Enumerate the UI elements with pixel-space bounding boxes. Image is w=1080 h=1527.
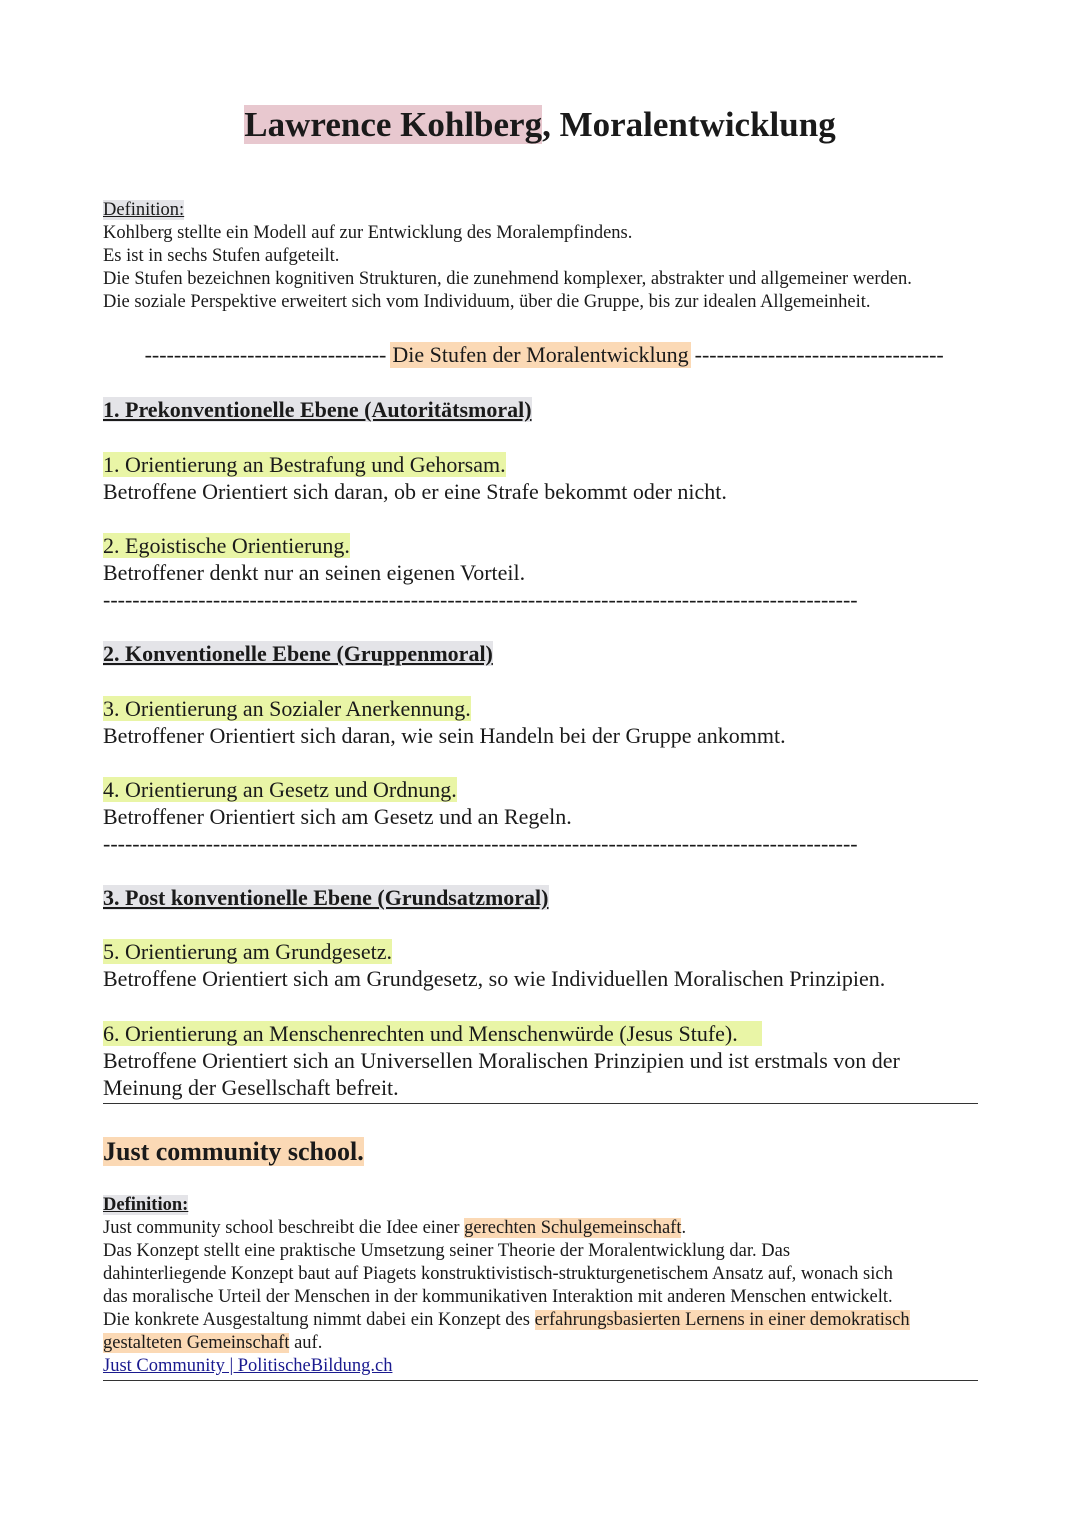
definition-line: Es ist in sechs Stufen aufgeteilt. (103, 246, 340, 266)
jcs-line: gestalteten Gemeinschaft auf. (103, 1333, 323, 1353)
stage-text: Betroffene Orientiert sich am Grundgesetz, so wie Individuellen Moralischen Prinzipien. (103, 966, 886, 991)
section-divider: ------------------------------------------------------------------------------------------------------- (103, 831, 858, 856)
stage-text: Betroffene Orientiert sich daran, ob er eine Strafe bekommt oder nicht. (103, 479, 727, 504)
jcs-definition (103, 1194, 978, 1378)
definition-line: Kohlberg stellte ein Modell auf zur Entwicklung des Moralempfindens. (103, 223, 633, 243)
divider-dashes-right: ---------------------------------- (694, 342, 944, 367)
level-heading: 2. Konventionelle Ebene (Gruppenmoral) (103, 641, 493, 666)
stage-title: 2. Egoistische Orientierung. (103, 533, 350, 558)
definition-line: Die soziale Perspektive erweitert sich vom Individuum, über die Gruppe, bis zur idealen Allgemeinheit. (103, 292, 871, 312)
horizontal-rule (103, 1380, 978, 1381)
stage-text: Meinung der Gesellschaft befreit. (103, 1075, 399, 1100)
divider-dashes-left: --------------------------------- (144, 342, 387, 367)
stage-text: Betroffener denkt nur an seinen eigenen Vorteil. (103, 560, 526, 585)
jcs-line: Die konkrete Ausgestaltung nimmt dabei ein Konzept des erfahrungsbasierten Lernens in einer demokratisch (103, 1310, 910, 1330)
stage-title: 4. Orientierung an Gesetz und Ordnung. (103, 777, 457, 802)
jcs-line: Das Konzept stellt eine praktische Umsetzung seiner Theorie der Moralentwicklung dar. Das (103, 1241, 791, 1261)
page-title (0, 100, 1080, 150)
stage-item (103, 451, 978, 505)
stage-text: Betroffener Orientiert sich am Gesetz und an Regeln. (103, 804, 572, 829)
stage-title: 5. Orientierung am Grundgesetz. (103, 939, 392, 964)
jcs-line: das moralische Urteil der Menschen in der kommunikativen Interaktion mit anderen Menschen entwickelt. (103, 1287, 893, 1307)
title-name: Lawrence Kohlberg (244, 105, 543, 144)
jcs-definition-label: Definition: (103, 1195, 189, 1215)
stage-item (103, 938, 978, 992)
jcs-heading: Just community school. (103, 1137, 364, 1166)
definition-label: Definition: (103, 200, 185, 220)
stage-item (103, 695, 978, 749)
stage-item (103, 776, 978, 830)
stages-divider (103, 342, 978, 368)
jcs-line: dahinterliegende Konzept baut auf Piagets konstruktivistisch-strukturgenetischem Ansatz auf, wonach sich (103, 1264, 893, 1284)
section-divider: ------------------------------------------------------------------------------------------------------- (103, 587, 858, 612)
stage-text: Betroffener Orientiert sich daran, wie sein Handeln bei der Gruppe ankommt. (103, 723, 786, 748)
stage-item (103, 1020, 978, 1101)
divider-label: Die Stufen der Moralentwicklung (392, 342, 689, 367)
horizontal-rule (103, 1103, 978, 1104)
stage-title: 6. Orientierung an Menschenrechten und Menschenwürde (Jesus Stufe). (103, 1021, 762, 1046)
stage-title: 3. Orientierung an Sozialer Anerkennung. (103, 696, 471, 721)
definition-line: Die Stufen bezeichnen kognitiven Strukturen, die zunehmend komplexer, abstrakter und allgemeiner werden. (103, 269, 912, 289)
source-link[interactable]: Just Community | PolitischeBildung.ch (103, 1356, 393, 1376)
title-rest: , Moralentwicklung (542, 105, 836, 144)
definition-section (103, 199, 978, 314)
level-heading: 3. Post konventionelle Ebene (Grundsatzmoral) (103, 885, 549, 910)
jcs-line: Just community school beschreibt die Idee einer gerechten Schulgemeinschaft. (103, 1218, 687, 1238)
level-heading: 1. Prekonventionelle Ebene (Autoritätsmoral) (103, 397, 532, 422)
stage-item (103, 532, 978, 586)
stage-text: Betroffene Orientiert sich an Universellen Moralischen Prinzipien und ist erstmals von der (103, 1048, 900, 1073)
stage-title: 1. Orientierung an Bestrafung und Gehorsam. (103, 452, 506, 477)
